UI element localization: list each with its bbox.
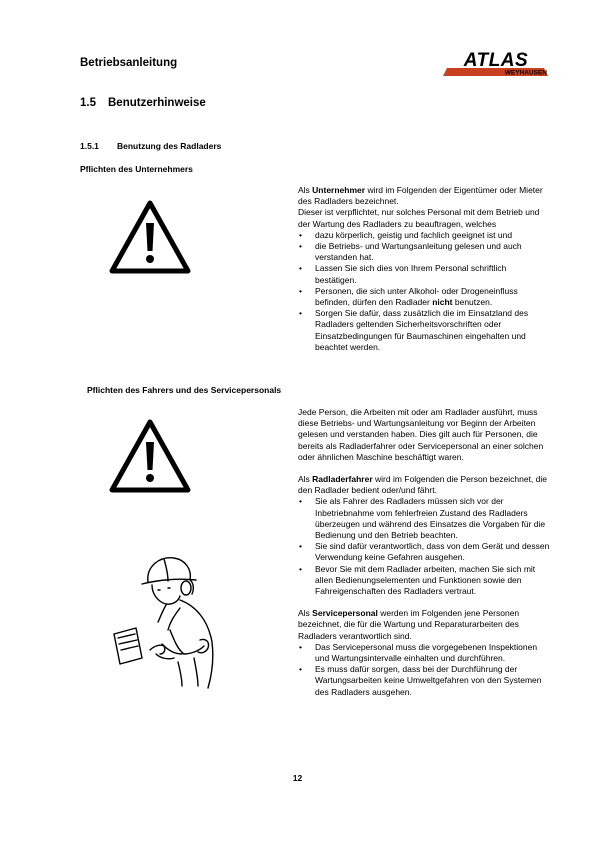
list-item: • Sorgen Sie dafür, dass zusätzlich die im Einsatzland des Radladers geltenden Sicherheitsvorschriften oder Einsatzbedingungen für Baumaschinen eingehalten und beachtet werden. — [298, 308, 550, 353]
warning-icon — [108, 418, 192, 494]
list-item: • Es muss dafür sorgen, dass bei der Durchführung der Wartungsarbeiten keine Umweltgefahren von den Systemen des Radladers ausgehen. — [298, 664, 550, 698]
section-heading — [80, 97, 206, 109]
driver-duties-text — [298, 407, 550, 698]
subsection-heading — [80, 141, 221, 151]
general-paragraph: Jede Person, die Arbeiten mit oder am Radlader ausführt, muss diese Betriebs- und Wartungsanleitung vor Beginn der Arbeiten gelesen und verstanden haben. Dies gilt auch für Personen, die bereits als Radladerfahrer oder Servicepersonal an einer solchen oder ähnlichen Maschine beschäftigt waren. — [298, 407, 544, 462]
driver-definition: Als Radladerfahrer wird im Folgenden die Person bezeichnet, die den Radlader bedient oder/und fährt. — [298, 474, 547, 496]
list-item: • Das Servicepersonal muss die vorgegebenen Inspektionen und Wartungsintervalle einhalten und durchführen. — [298, 642, 550, 664]
employer-obligation: Dieser ist verpflichtet, nur solches Personal mit dem Betrieb und der Wartung des Radladers zu beauftragen, welches — [298, 207, 540, 229]
section-number: 1.5 — [80, 97, 96, 109]
service-definition: Als Servicepersonal werden im Folgenden jene Personen bezeichnet, die für die Wartung und Reparaturarbeiten des Radladers verantwortlich sind. — [298, 608, 520, 641]
driver-duties-heading: Pflichten des Fahrers und des Servicepersonals — [87, 385, 282, 395]
atlas-weyhausen-logo — [441, 49, 551, 77]
document-title: Betriebsanleitung — [80, 57, 178, 69]
list-item: • dazu körperlich, geistig und fachlich geeignet ist und — [298, 230, 550, 241]
service-bullet-list — [298, 642, 550, 698]
list-item: • Bevor Sie mit dem Radlader arbeiten, machen Sie sich mit allen Bedienungselementen und Funktionen sowie den Fahreigenschaften des Radladers vertraut. — [298, 564, 550, 598]
svg-text:ATLAS: ATLAS — [463, 50, 529, 71]
list-item: • Personen, die sich unter Alkohol- oder Drogeneinfluss befinden, dürfen den Radlader nicht benutzen. — [298, 286, 550, 308]
employer-duties-heading: Pflichten des Unternehmers — [80, 164, 193, 174]
employer-definition: Als Unternehmer wird im Folgenden der Eigentümer oder Mieter des Radladers bezeichnet. — [298, 185, 543, 207]
list-item: • Sie sind dafür verantwortlich, dass von dem Gerät und dessen Verwendung keine Gefahren ausgehen. — [298, 541, 550, 563]
warning-icon — [108, 199, 192, 275]
employer-bullet-list — [298, 230, 550, 353]
subsection-number: 1.5.1 — [80, 141, 99, 151]
page-number: 12 — [292, 773, 303, 783]
section-title: Benutzerhinweise — [108, 97, 206, 109]
list-item: • die Betriebs- und Wartungsanleitung gelesen und auch verstanden hat. — [298, 241, 550, 263]
subsection-title: Benutzung des Radladers — [117, 141, 222, 151]
employer-duties-text — [298, 185, 550, 353]
list-item: • Lassen Sie sich dies von Ihrem Personal schriftlich bestätigen. — [298, 263, 550, 285]
worker-reading-manual-illustration — [108, 550, 220, 690]
list-item: • Sie als Fahrer des Radladers müssen sich vor der Inbetriebnahme vom fehlerfreien Zustand des Radladers überzeugen und während des Einsatzes die Vorgaben für die Bedienung und den Betrieb beachten. — [298, 496, 550, 541]
svg-text:WEYHAUSEN: WEYHAUSEN — [504, 69, 547, 77]
driver-bullet-list — [298, 496, 550, 597]
